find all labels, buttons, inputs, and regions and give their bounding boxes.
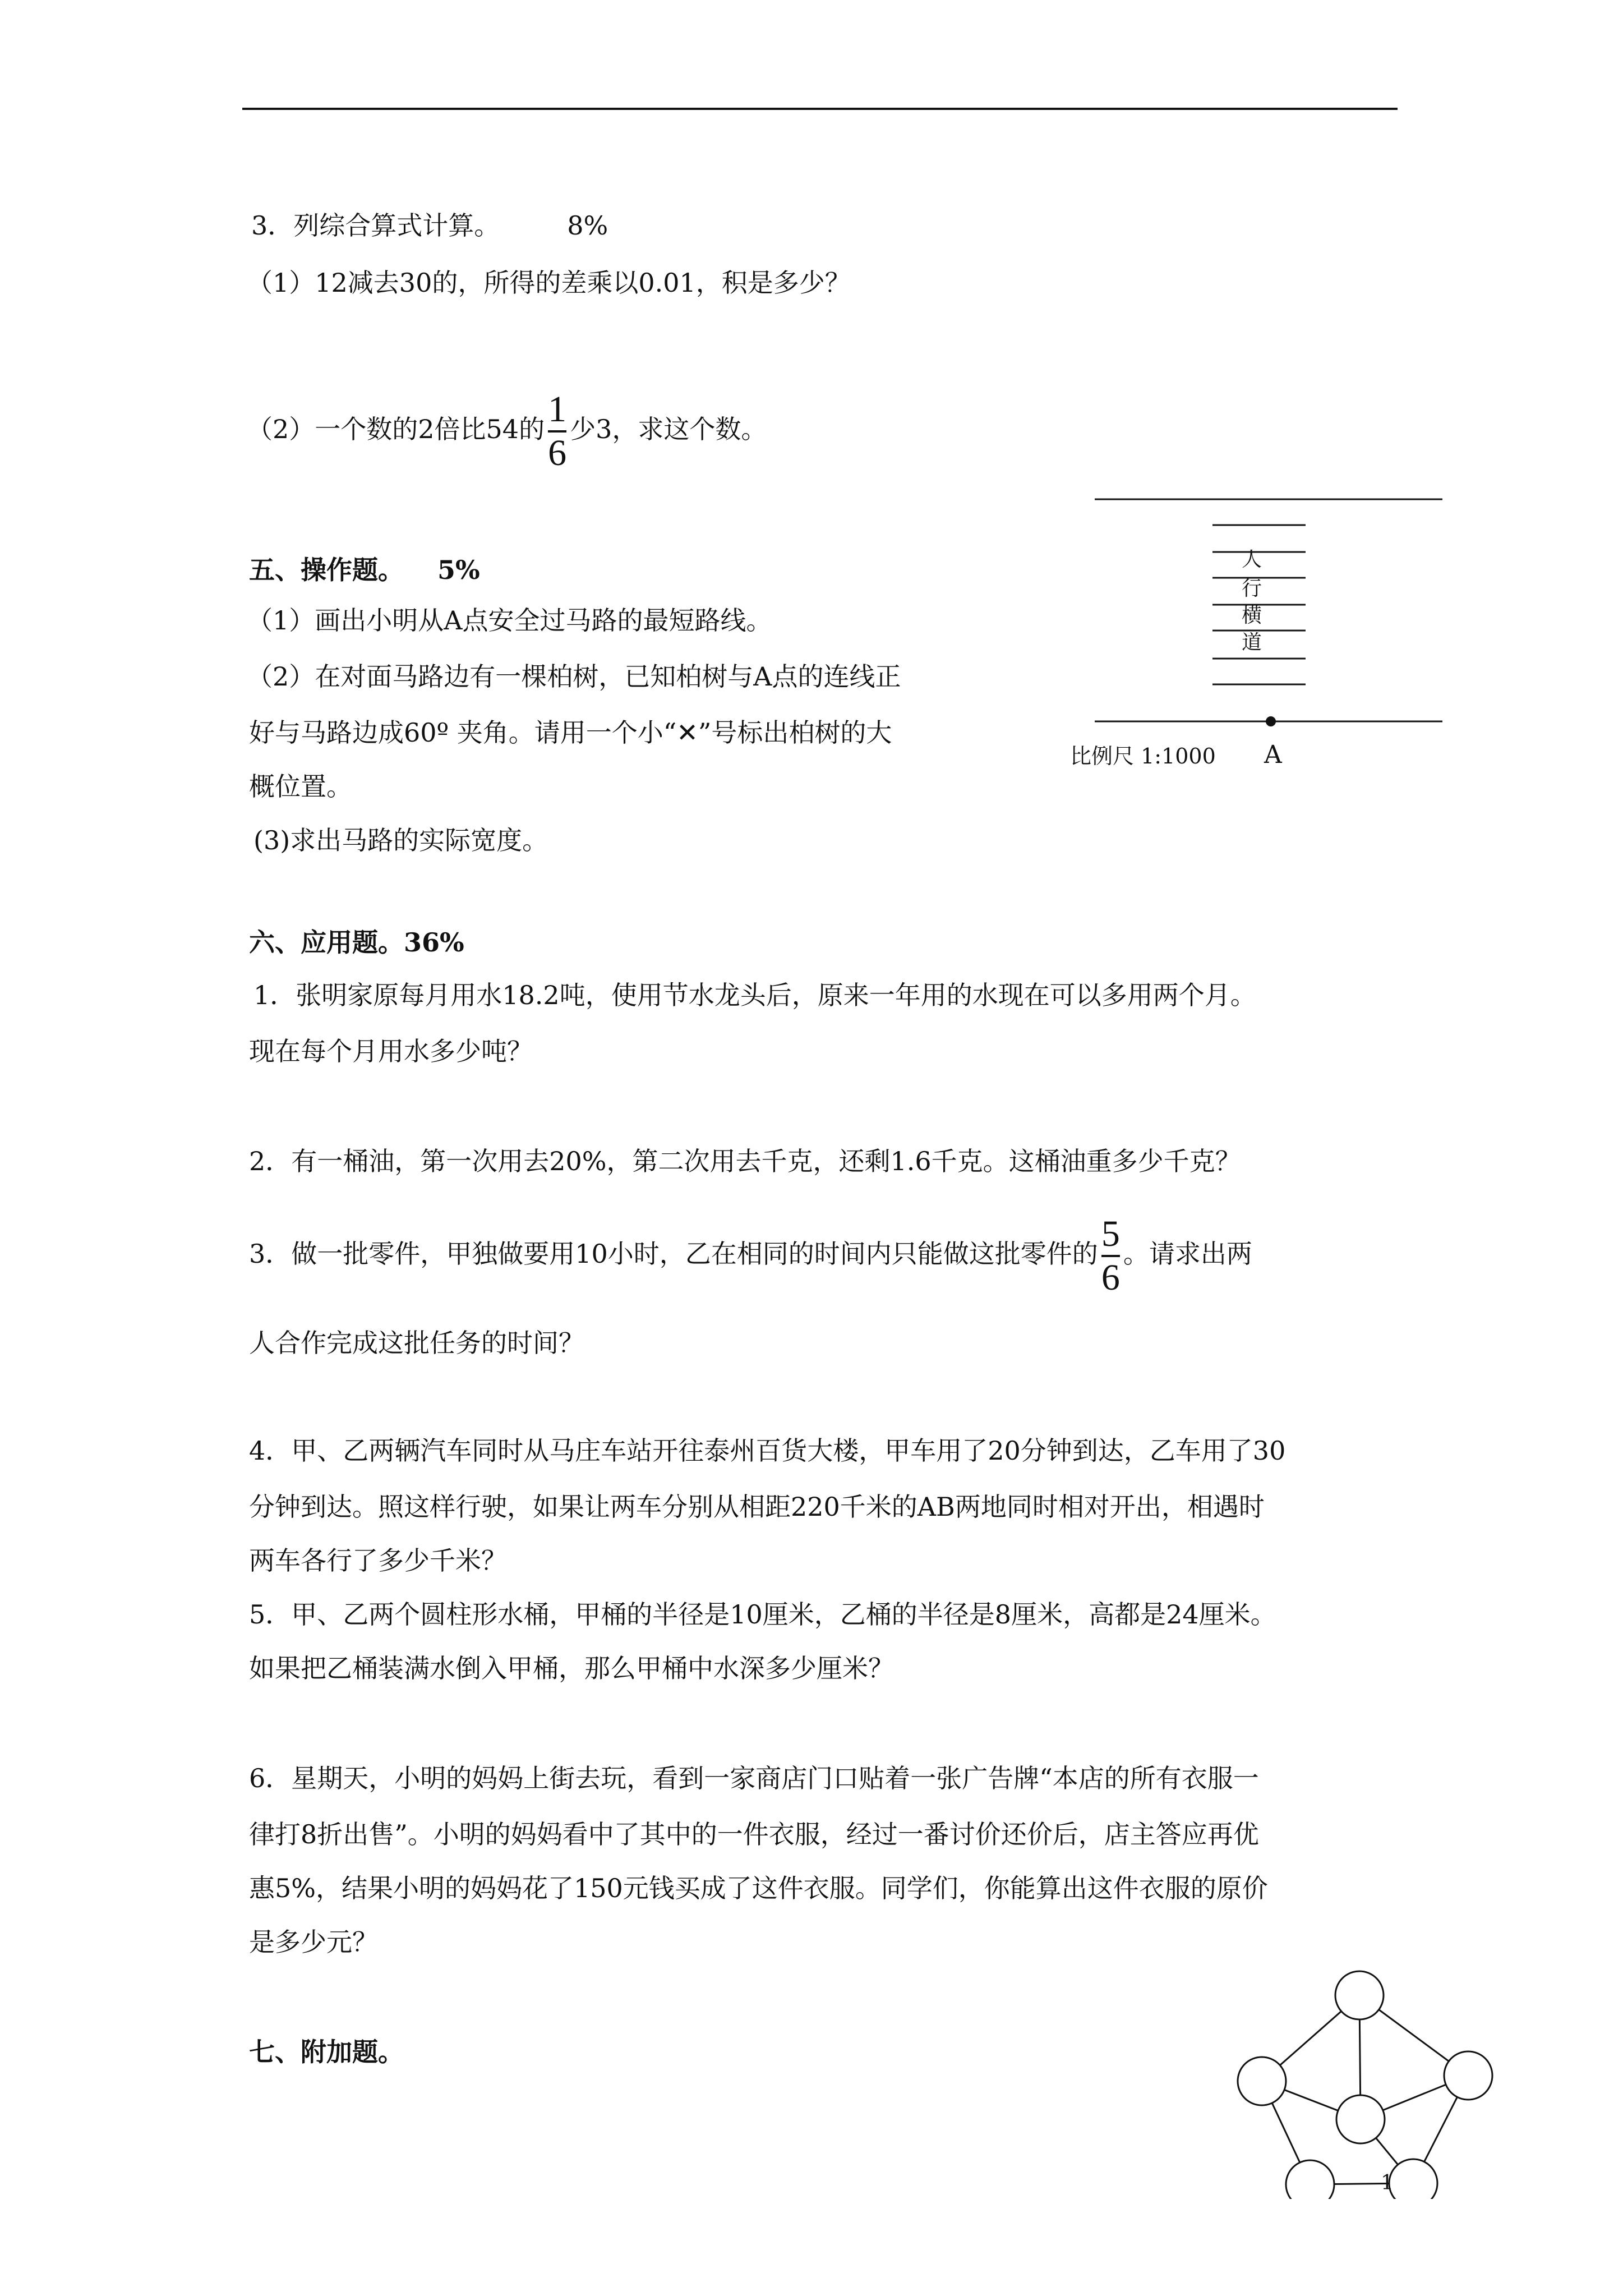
fraction-denominator: 6 <box>548 432 567 473</box>
point-a-label: A <box>1264 740 1282 769</box>
crosswalk-char-1: 人 <box>1242 548 1262 571</box>
section5-line5: (3)求出马路的实际宽度。 <box>253 825 548 855</box>
section5-line1: （1）画出小明从A点安全过马路的最短路线。 <box>247 605 772 636</box>
section6-title: 六、应用题。36% <box>249 927 464 958</box>
app-q6-line4: 是多少元？ <box>249 1927 378 1957</box>
section5-percent: 5% <box>437 555 480 585</box>
section5-title-text: 五、操作题。 <box>249 555 404 585</box>
section5-title <box>249 553 480 587</box>
app-q3-text-a: 3．做一批零件，甲独做要用10小时，乙在相同的时间内只能做这批零件的 <box>249 1239 1098 1269</box>
app-q3-line2: 人合作完成这批任务的时间？ <box>249 1328 584 1358</box>
q3-heading <box>251 209 608 242</box>
q3-part2-text-a: （2）一个数的2倍比54的 <box>247 414 545 444</box>
app-q6-line2: 律打8折出售”。小明的妈妈看中了其中的一件衣服，经过一番讨价还价后，店主答应再优 <box>249 1819 1259 1849</box>
fraction-denominator: 6 <box>1101 1257 1120 1298</box>
app-q3-line1 <box>249 1212 1252 1296</box>
crosswalk-char-2: 行 <box>1242 577 1262 600</box>
app-q6-line1: 6．星期天，小明的妈妈上街去玩，看到一家商店门口贴着一张广告牌“本店的所有衣服一 <box>249 1763 1259 1793</box>
app-q6-line3: 惠5%，结果小明的妈妈花了150元钱买成了这件衣服。同学们，你能算出这件衣服的原价 <box>249 1873 1268 1903</box>
section7-title: 七、附加题。 <box>249 2037 404 2067</box>
app-q2: 2．有一桶油，第一次用去20%，第二次用去千克，还剩1.6千克。这桶油重多少千克？ <box>249 1146 1241 1176</box>
fraction-numerator: 5 <box>1101 1213 1120 1254</box>
section5-line3: 好与马路边成60º 夹角。请用一个小“✕”号标出柏树的大 <box>249 717 892 748</box>
crosswalk-char-3: 横 <box>1242 604 1262 627</box>
q3-part2 <box>247 387 767 472</box>
graph-circles <box>1238 1971 1492 2199</box>
q3-percent: 8% <box>567 210 608 241</box>
circle-left <box>1238 2057 1286 2105</box>
page-number: 1 <box>1381 2171 1394 2194</box>
app-q4-line2: 分钟到达。照这样行驶，如果让两车分别从相距220千米的AB两地同时相对开出，相遇时 <box>249 1492 1265 1522</box>
fraction-five-sixths <box>1101 1213 1120 1298</box>
circle-right <box>1444 2051 1492 2100</box>
fraction-one-sixth <box>548 391 566 472</box>
q3-part2-text-b: 少3，求这个数。 <box>570 414 767 444</box>
circle-top <box>1335 1971 1384 2019</box>
fraction-numerator: 1 <box>548 389 567 430</box>
section5-line4: 概位置。 <box>249 771 352 802</box>
app-q5-line2: 如果把乙桶装满水倒入甲桶，那么甲桶中水深多少厘米？ <box>249 1653 894 1683</box>
header-rule <box>242 108 1398 110</box>
app-q4-line1: 4．甲、乙两辆汽车同时从马庄车站开往泰州百货大楼，甲车用了20分钟到达，乙车用了30 <box>249 1435 1286 1466</box>
app-q3-text-b: 。请求出两 <box>1123 1239 1252 1269</box>
circle-center <box>1336 2095 1385 2143</box>
app-q1-line2: 现在每个月用水多少吨？ <box>249 1036 533 1066</box>
circle-graph-diagram <box>1223 1963 1514 2199</box>
app-q4-line3: 两车各行了多少千米？ <box>249 1545 507 1576</box>
app-q1-line1: 1．张明家原每月用水18.2吨，使用节水龙头后，原来一年用的水现在可以多用两个月。 <box>253 980 1256 1010</box>
crosswalk-char-4: 道 <box>1242 631 1262 654</box>
scale-label: 比例尺 1:1000 <box>1070 744 1216 769</box>
app-q5-line1: 5．甲、乙两个圆柱形水桶，甲桶的半径是10厘米，乙桶的半径是8厘米，高都是24厘米。 <box>249 1599 1276 1630</box>
section5-line2: （2）在对面马路边有一棵柏树，已知柏树与A点的连线正 <box>247 661 901 692</box>
q3-heading-text: 3．列综合算式计算。 <box>251 210 500 241</box>
circle-bottom-right <box>1389 2159 1437 2199</box>
circle-bottom-left <box>1286 2160 1334 2199</box>
point-a-dot <box>1266 716 1276 726</box>
graph-edges <box>1262 1995 1468 2184</box>
q3-part1: （1）12减去30的，所得的差乘以0.01，积是多少？ <box>247 268 851 298</box>
